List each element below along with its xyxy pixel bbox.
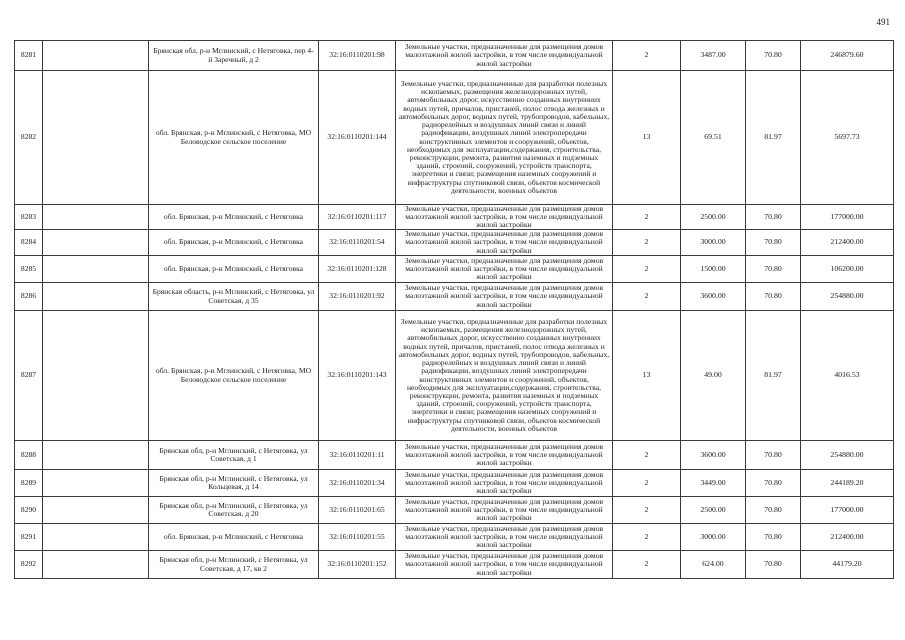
land-use-text: Земельные участки, предназначенные для разработки полезных ископаемых, размещения железнодорожных путей, автомобильных дорог, искусственно созданных внутренних водных путей, причалов, пристаней, полос отвода железных и автомобильных дорог, водных путей, трубопроводов, кабельных, радиорелейных и воздушных линий связи и линий радиофикации, воздушных линий электропередачи конструктивных элементов и сооружений, объектов, необходимых для эксплуатации,содержания, строительства, реконструкции, ремонта, развития наземных и подземных зданий, строений, сооружений, устройств транспорта, энергетики и связи; размещения наземных сооружений и инфраструктуры спутниковой связи, объектов космической деятельности, военных объектов (398, 79, 610, 195)
address-cell (149, 230, 319, 256)
rate-cell (746, 256, 801, 283)
row-number-cell (15, 205, 43, 230)
group-cell (613, 71, 681, 205)
cadastral-value-cell (801, 551, 894, 579)
address-cell (149, 71, 319, 205)
row-number-text: 8283 (20, 211, 37, 221)
row-number-cell (15, 256, 43, 283)
row-number-cell (15, 311, 43, 441)
cadastral-value-text: 5697.73 (834, 132, 860, 142)
rate-text: 70.80 (764, 531, 782, 541)
land-use-text: Земельные участки, предназначенные для размещения домов малоэтажной жилой застройки, в том числе индивидуальной жилой застройки (404, 283, 604, 309)
rate-text: 70.80 (764, 449, 782, 459)
land-use-cell (396, 230, 613, 256)
cadastral-value-text: 177000.00 (830, 504, 864, 514)
area-text: 49.00 (704, 370, 722, 380)
address-cell (149, 41, 319, 71)
row-number-text: 8292 (20, 559, 37, 569)
cadastral-value-cell (801, 230, 894, 256)
group-cell (613, 497, 681, 524)
land-use-cell (396, 311, 613, 441)
address-text: Брянская обл, р-н Мглинский, с Нетяговка, ул Кольцевая, д 14 (159, 473, 308, 491)
cadastral-number-text: 32:16:0110201:98 (329, 50, 385, 60)
land-use-cell (396, 283, 613, 311)
land-use-text: Земельные участки, предназначенные для размещения домов малоэтажной жилой застройки, в том числе индивидуальной жилой застройки (404, 497, 604, 523)
cadastral-value-text: 212400.00 (830, 237, 864, 247)
cadastral-number-cell (319, 551, 396, 579)
area-text: 3487.00 (700, 50, 726, 60)
rate-text: 70.80 (764, 504, 782, 514)
group-cell (613, 41, 681, 71)
row-number-cell (15, 71, 43, 205)
row-number-text: 8286 (20, 291, 37, 301)
group-text: 2 (644, 449, 649, 459)
row-number-text: 8285 (20, 263, 37, 273)
address-cell (149, 205, 319, 230)
address-text: Брянская обл, р-н Мглинский, с Нетяговка, ул Советская, д 20 (159, 500, 308, 518)
group-text: 2 (644, 50, 649, 60)
area-cell (681, 470, 746, 497)
address-text: Брянская обл, р-н Мглинский, с Нетяговка, пер 4-й Заречный, д 2 (153, 46, 314, 64)
row-number-cell (15, 441, 43, 470)
cadastral-value-text: 212400.00 (830, 531, 864, 541)
group-cell (613, 470, 681, 497)
land-use-text: Земельные участки, предназначенные для размещения домов малоэтажной жилой застройки, в том числе индивидуальной жилой застройки (404, 42, 604, 68)
group-text: 2 (644, 291, 649, 301)
rate-cell (746, 230, 801, 256)
address-text: Брянская обл, р-н Мглинский, с Нетяговка, ул Советская, д 1 (159, 445, 308, 463)
cadastral-value-cell (801, 256, 894, 283)
group-text: 2 (644, 211, 649, 221)
cadastral-value-cell (801, 497, 894, 524)
address-cell (149, 524, 319, 551)
row-number-cell (15, 497, 43, 524)
land-use-cell (396, 71, 613, 205)
row-number-text: 8281 (20, 50, 37, 60)
address-text: обл. Брянская, р-н Мглинский, с Нетяговка (163, 531, 304, 541)
rate-text: 70.80 (764, 263, 782, 273)
address-text: обл. Брянская, р-н Мглинский, с Нетяговка (163, 237, 304, 247)
cadastral-value-text: 4016.53 (834, 370, 860, 380)
cadastral-value-cell (801, 71, 894, 205)
rate-cell (746, 205, 801, 230)
district-cell (43, 441, 149, 470)
area-text: 69.51 (704, 132, 722, 142)
address-cell (149, 551, 319, 579)
group-cell (613, 230, 681, 256)
group-text: 2 (644, 504, 649, 514)
address-cell (149, 441, 319, 470)
cadastral-number-cell (319, 71, 396, 205)
land-use-cell (396, 256, 613, 283)
cadastral-number-text: 32:16:0110201:128 (327, 263, 387, 273)
row-number-text: 8290 (20, 504, 37, 514)
district-cell (43, 71, 149, 205)
address-cell (149, 283, 319, 311)
group-text: 2 (644, 237, 649, 247)
cadastral-value-text: 254880.00 (830, 291, 864, 301)
row-number-text: 8288 (20, 449, 37, 459)
cadastral-number-text: 32:16:0110201:11 (329, 449, 385, 459)
row-number-cell (15, 230, 43, 256)
address-cell (149, 497, 319, 524)
area-cell (681, 551, 746, 579)
group-cell (613, 256, 681, 283)
cadastral-value-text: 44179.20 (832, 559, 862, 569)
cadastral-value-cell (801, 441, 894, 470)
area-cell (681, 497, 746, 524)
group-cell (613, 551, 681, 579)
district-cell (43, 230, 149, 256)
area-text: 1500.00 (700, 263, 726, 273)
group-cell (613, 283, 681, 311)
row-number-text: 8287 (20, 370, 37, 380)
row-number-cell (15, 283, 43, 311)
group-text: 2 (644, 263, 649, 273)
area-cell (681, 283, 746, 311)
row-number-cell (15, 551, 43, 579)
group-cell (613, 524, 681, 551)
area-cell (681, 441, 746, 470)
land-use-cell (396, 205, 613, 230)
land-use-cell (396, 41, 613, 71)
row-number-text: 8289 (20, 477, 37, 487)
district-cell (43, 205, 149, 230)
area-text: 3000.00 (700, 531, 726, 541)
row-number-text: 8291 (20, 531, 37, 541)
cadastral-number-cell (319, 256, 396, 283)
area-cell (681, 524, 746, 551)
address-text: Брянская обл, р-н Мглинский, с Нетяговка, ул Советская, д 17, кв 2 (159, 555, 308, 573)
area-cell (681, 256, 746, 283)
cadastral-value-cell (801, 205, 894, 230)
cadastral-number-text: 32:16:0110201:34 (329, 477, 385, 487)
district-cell (43, 470, 149, 497)
cadastral-number-cell (319, 311, 396, 441)
area-text: 3600.00 (700, 449, 726, 459)
rate-text: 70.80 (764, 50, 782, 60)
cadastral-value-text: 246879.60 (830, 50, 864, 60)
rate-cell (746, 71, 801, 205)
district-cell (43, 524, 149, 551)
rate-text: 81.97 (764, 370, 782, 380)
cadastral-number-cell (319, 230, 396, 256)
group-cell (613, 205, 681, 230)
page-number: 491 (876, 17, 890, 27)
cadastral-number-text: 32:16:0110201:65 (329, 504, 385, 514)
cadastral-number-cell (319, 524, 396, 551)
address-cell (149, 311, 319, 441)
district-cell (43, 41, 149, 71)
row-number-cell (15, 470, 43, 497)
land-use-cell (396, 551, 613, 579)
rate-cell (746, 551, 801, 579)
area-text: 2500.00 (700, 211, 726, 221)
cadastral-number-cell (319, 441, 396, 470)
group-text: 2 (644, 477, 649, 487)
district-cell (43, 497, 149, 524)
cadastral-value-cell (801, 283, 894, 311)
area-text: 3600.00 (700, 291, 726, 301)
rate-cell (746, 470, 801, 497)
rate-text: 70.80 (764, 237, 782, 247)
rate-text: 70.80 (764, 291, 782, 301)
rate-text: 70.80 (764, 211, 782, 221)
group-cell (613, 441, 681, 470)
cadastral-value-cell (801, 524, 894, 551)
district-cell (43, 256, 149, 283)
address-text: обл. Брянская, р-н Мглинский, с Нетяговка, МО Беловодское сельское поселение (155, 366, 312, 384)
land-use-text: Земельные участки, предназначенные для размещения домов малоэтажной жилой застройки, в том числе индивидуальной жилой застройки (404, 470, 604, 496)
cadastral-number-text: 32:16:0110201:143 (327, 370, 387, 380)
land-use-text: Земельные участки, предназначенные для размещения домов малоэтажной жилой застройки, в том числе индивидуальной жилой застройки (404, 551, 604, 577)
rate-cell (746, 497, 801, 524)
area-text: 3449.00 (700, 477, 726, 487)
row-number-text: 8282 (20, 132, 37, 142)
cadastral-value-text: 177000.00 (830, 211, 864, 221)
cadastral-value-text: 106200.00 (830, 263, 864, 273)
land-use-text: Земельные участки, предназначенные для размещения домов малоэтажной жилой застройки, в том числе индивидуальной жилой застройки (404, 441, 604, 468)
area-text: 3000.00 (700, 237, 726, 247)
cadastral-value-cell (801, 470, 894, 497)
cadastral-value-cell (801, 311, 894, 441)
district-cell (43, 551, 149, 579)
land-use-cell (396, 441, 613, 470)
cadastral-number-cell (319, 205, 396, 230)
group-text: 2 (644, 531, 649, 541)
group-text: 13 (642, 370, 651, 380)
land-use-text: Земельные участки, предназначенные для размещения домов малоэтажной жилой застройки, в том числе индивидуальной жилой застройки (404, 256, 604, 282)
cadastral-number-text: 32:16:0110201:144 (327, 132, 387, 142)
area-cell (681, 71, 746, 205)
area-cell (681, 41, 746, 71)
address-cell (149, 256, 319, 283)
area-cell (681, 311, 746, 441)
land-use-text: Земельные участки, предназначенные для разработки полезных ископаемых, размещения железнодорожных путей, автомобильных дорог, искусственно созданных внутренних водных путей, причалов, пристаней, полос отвода железных и автомобильных дорог, водных путей, трубопроводов, кабельных, радиорелейных и воздушных линий связи и линий радиофикации, воздушных линий электропередачи конструктивных элементов и сооружений, объектов, необходимых для эксплуатации,содержания, строительства, реконструкции, ремонта, развития наземных и подземных зданий, строений, сооружений, устройств транспорта, энергетики и связи; размещения наземных сооружений и инфраструктуры спутниковой связи, объектов космической деятельности, военных объектов (398, 317, 610, 433)
area-text: 624.00 (702, 559, 724, 569)
row-number-cell (15, 524, 43, 551)
land-use-cell (396, 497, 613, 524)
cadastral-number-cell (319, 283, 396, 311)
address-text: Брянская область, р-н Мглинский, с Нетяговка, ул Советская, д 35 (152, 287, 315, 305)
land-use-text: Земельные участки, предназначенные для размещения домов малоэтажной жилой застройки, в том числе индивидуальной жилой застройки (404, 205, 604, 230)
cadastral-number-text: 32:16:0110201:92 (329, 291, 385, 301)
cadastral-number-cell (319, 470, 396, 497)
group-text: 2 (644, 559, 649, 569)
cadastral-number-text: 32:16:0110201:152 (327, 559, 387, 569)
land-use-cell (396, 470, 613, 497)
address-cell (149, 470, 319, 497)
rate-cell (746, 441, 801, 470)
group-text: 13 (642, 132, 651, 142)
address-text: обл. Брянская, р-н Мглинский, с Нетяговка (163, 263, 304, 273)
rate-cell (746, 41, 801, 71)
cadastral-number-text: 32:16:0110201:54 (329, 237, 385, 247)
address-text: обл. Брянская, р-н Мглинский, с Нетяговка (163, 211, 304, 221)
rate-text: 81.97 (764, 132, 782, 142)
district-cell (43, 311, 149, 441)
cadastral-number-text: 32:16:0110201:117 (327, 211, 387, 221)
cadastral-number-cell (319, 41, 396, 71)
land-use-text: Земельные участки, предназначенные для размещения домов малоэтажной жилой застройки, в том числе индивидуальной жилой застройки (404, 230, 604, 255)
cadastral-value-text: 254880.00 (830, 449, 864, 459)
cadastral-value-text: 244189.20 (830, 477, 864, 487)
rate-cell (746, 311, 801, 441)
rate-cell (746, 283, 801, 311)
cadastral-number-text: 32:16:0110201:55 (329, 531, 385, 541)
land-use-text: Земельные участки, предназначенные для размещения домов малоэтажной жилой застройки, в том числе индивидуальной жилой застройки (404, 524, 604, 550)
area-cell (681, 230, 746, 256)
rate-text: 70.80 (764, 477, 782, 487)
land-plots-table (14, 40, 894, 579)
group-cell (613, 311, 681, 441)
cadastral-value-cell (801, 41, 894, 71)
land-use-cell (396, 524, 613, 551)
area-text: 2500.00 (700, 504, 726, 514)
cadastral-number-cell (319, 497, 396, 524)
address-text: обл. Брянская, р-н Мглинский, с Нетяговка, МО Беловодское сельское поселение (155, 128, 312, 146)
row-number-cell (15, 41, 43, 71)
rate-text: 70.80 (764, 559, 782, 569)
row-number-text: 8284 (20, 237, 37, 247)
rate-cell (746, 524, 801, 551)
area-cell (681, 205, 746, 230)
district-cell (43, 283, 149, 311)
